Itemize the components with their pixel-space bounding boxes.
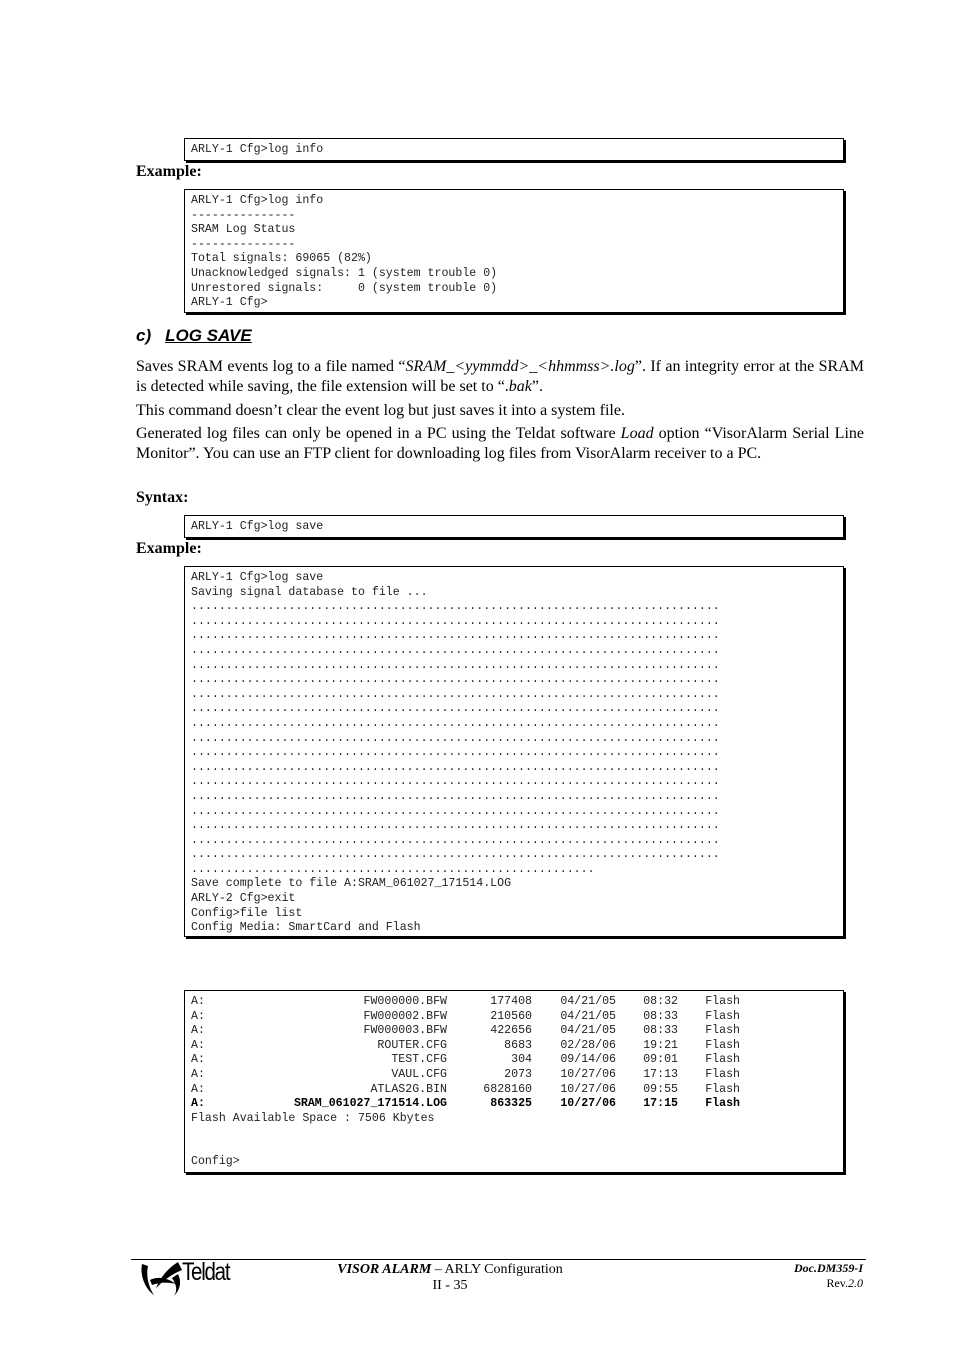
file-date: 02/28/06 — [560, 1038, 616, 1052]
teldat-logo — [138, 1258, 238, 1298]
example-label: Example: — [136, 540, 202, 557]
section-title: LOG SAVE — [165, 326, 252, 345]
code-line: ............................................................................ — [191, 731, 720, 745]
file-time: 08:32 — [643, 995, 678, 1008]
file-date: 10/27/06 — [560, 1097, 616, 1111]
syntax-label: Syntax: — [136, 489, 189, 506]
file-date: 04/21/05 — [560, 1009, 616, 1023]
doc-number: Doc.DM359-I — [794, 1261, 863, 1275]
code-line: ............................................................................ — [191, 746, 720, 760]
config-prompt: Config> — [191, 1155, 240, 1169]
file-time: 09:01 — [643, 1053, 678, 1067]
file-drive: A: — [191, 1024, 205, 1038]
code-line: .......................................................... — [191, 862, 595, 876]
code-line: --------------- — [191, 237, 296, 251]
syntax-code-box-log-info — [184, 138, 844, 161]
file-size: 8683 — [504, 1038, 532, 1052]
paragraph-log-save-description — [136, 357, 864, 397]
code-line: Unacknowledged signals: 1 (system trouble 0) — [191, 266, 498, 280]
file-drive: A: — [191, 1053, 205, 1067]
file-date: 09/14/06 — [560, 1053, 616, 1067]
file-row — [191, 1010, 740, 1025]
file-row — [191, 1053, 740, 1068]
file-date: 04/21/05 — [560, 995, 616, 1008]
file-name: TEST.CFG — [391, 1053, 447, 1067]
file-row — [191, 1039, 740, 1054]
file-name: FW000003.BFW — [363, 1024, 447, 1038]
file-time: 08:33 — [643, 1009, 678, 1023]
footer-center — [300, 1262, 600, 1294]
teldat-logo-text: Teldat — [182, 1258, 230, 1286]
code-line: SRAM Log Status — [191, 223, 296, 237]
file-time: 09:55 — [643, 1082, 678, 1096]
file-location: Flash — [705, 1097, 740, 1111]
file-row — [191, 1068, 740, 1083]
file-time: 17:13 — [643, 1067, 678, 1081]
section-prefix: c) — [136, 326, 152, 345]
file-row — [191, 1024, 740, 1039]
p3-text-c: option “VisorAlarm Serial Line Monitor”. You can use an FTP client for downloading log files from VisorAlarm receiver to a PC. — [136, 425, 864, 462]
p3-load: Load — [620, 425, 654, 442]
code-line: ............................................................................ — [191, 687, 720, 701]
file-location: Flash — [705, 1053, 740, 1067]
file-location: Flash — [705, 995, 740, 1008]
code-line: ............................................................................ — [191, 643, 720, 657]
file-size: 304 — [511, 1053, 532, 1067]
footer-page-number: II - 35 — [432, 1278, 468, 1293]
file-date: 10/27/06 — [560, 1067, 616, 1081]
file-location: Flash — [705, 1082, 740, 1096]
file-list-table — [191, 995, 740, 1112]
code-line: ............................................................................ — [191, 833, 720, 847]
file-list-box — [184, 990, 844, 1173]
example-code-lines — [185, 194, 843, 311]
file-location: Flash — [705, 1067, 740, 1081]
syntax-code-line: ARLY-1 Cfg>log save — [191, 520, 324, 533]
file-time: 08:33 — [643, 1024, 678, 1038]
file-row — [191, 995, 740, 1010]
code-line: ............................................................................ — [191, 848, 720, 862]
file-name: ATLAS2G.BIN — [370, 1082, 447, 1096]
code-line: ............................................................................ — [191, 673, 720, 687]
file-name: FW000000.BFW — [363, 995, 447, 1008]
p1-text-a: Saves SRAM events log to a file named “ — [136, 358, 406, 375]
file-size: 210560 — [490, 1009, 532, 1023]
file-date: 10/27/06 — [560, 1082, 616, 1096]
flash-space-line: Flash Available Space : 7506 Kbytes — [191, 1111, 435, 1125]
code-line: Total signals: 69065 (82%) — [191, 252, 372, 266]
file-name: SRAM_061027_171514.LOG — [293, 1097, 447, 1111]
footer-right — [700, 1261, 863, 1291]
code-line: ............................................................................ — [191, 804, 720, 818]
code-line: ............................................................................ — [191, 775, 720, 789]
footer-product: VISOR ALARM — [337, 1262, 432, 1277]
file-row — [191, 1097, 740, 1112]
file-size: 863325 — [490, 1097, 532, 1111]
p1-text-e: ”. — [531, 378, 544, 395]
file-name: ROUTER.CFG — [377, 1038, 447, 1052]
paragraph-no-clear: This command doesn’t clear the event log but just saves it into a system file. — [136, 402, 625, 419]
code-line: ............................................................................ — [191, 629, 720, 643]
example-code-box-log-save — [184, 566, 844, 937]
code-line: ............................................................................ — [191, 819, 720, 833]
p1-filename: SRAM_<yymmdd>_<hhmmss>.log — [405, 358, 635, 375]
code-line: --------------- — [191, 208, 296, 222]
code-line: ............................................................................ — [191, 614, 720, 628]
example-code-lines — [185, 571, 843, 936]
rev-label: Rev. — [826, 1276, 848, 1290]
paragraph-log-files — [136, 424, 864, 464]
file-location: Flash — [705, 1024, 740, 1038]
file-drive: A: — [191, 1067, 205, 1081]
syntax-code-box-log-save — [184, 515, 844, 538]
footer-chapter: – ARLY Configuration — [431, 1262, 563, 1277]
code-line: ............................................................................ — [191, 702, 720, 716]
code-line: ............................................................................ — [191, 600, 720, 614]
file-drive: A: — [191, 1082, 205, 1096]
file-size: 6828160 — [483, 1082, 532, 1096]
file-name: VAUL.CFG — [391, 1067, 447, 1081]
example-label: Example: — [136, 163, 202, 180]
file-location: Flash — [705, 1038, 740, 1052]
code-line: Unrestored signals: 0 (system trouble 0) — [191, 281, 498, 295]
p1-extension: bak — [508, 378, 532, 395]
code-line: Save complete to file A:SRAM_061027_171514.LOG — [191, 877, 512, 891]
code-line: ............................................................................ — [191, 789, 720, 803]
file-time: 19:21 — [643, 1038, 678, 1052]
file-drive: A: — [191, 1097, 205, 1111]
section-heading — [136, 326, 252, 346]
file-size: 177408 — [490, 995, 532, 1008]
code-line: Config>file list — [191, 906, 303, 920]
code-line: ARLY-1 Cfg>log save — [191, 571, 324, 584]
file-time: 17:15 — [643, 1097, 678, 1111]
file-drive: A: — [191, 1038, 205, 1052]
file-location: Flash — [705, 1009, 740, 1023]
p1-text-c: ”. If an integrity error at the SRAM is detected while saving, the file extension will be set to “. — [136, 358, 864, 395]
file-size: 2073 — [504, 1067, 532, 1081]
rev-value: 2.0 — [848, 1276, 863, 1290]
code-line: ............................................................................ — [191, 658, 720, 672]
syntax-code-line: ARLY-1 Cfg>log info — [191, 143, 324, 156]
code-line: ARLY-1 Cfg>log info — [191, 194, 324, 207]
code-line: Saving signal database to file ... — [191, 585, 428, 599]
file-drive: A: — [191, 1009, 205, 1023]
code-line: ............................................................................ — [191, 716, 720, 730]
p3-text-a: Generated log files can only be opened in a PC using the Teldat software — [136, 425, 621, 442]
file-drive: A: — [191, 995, 205, 1008]
code-line: ARLY-1 Cfg> — [191, 296, 268, 310]
footer-divider — [131, 1259, 866, 1260]
file-row — [191, 1083, 740, 1098]
file-size: 422656 — [490, 1024, 532, 1038]
code-line: ............................................................................ — [191, 760, 720, 774]
code-line: ARLY-2 Cfg>exit — [191, 892, 296, 906]
file-date: 04/21/05 — [560, 1024, 616, 1038]
code-line: Config Media: SmartCard and Flash — [191, 921, 421, 935]
example-code-box-log-info — [184, 189, 844, 313]
file-name: FW000002.BFW — [363, 1009, 447, 1023]
